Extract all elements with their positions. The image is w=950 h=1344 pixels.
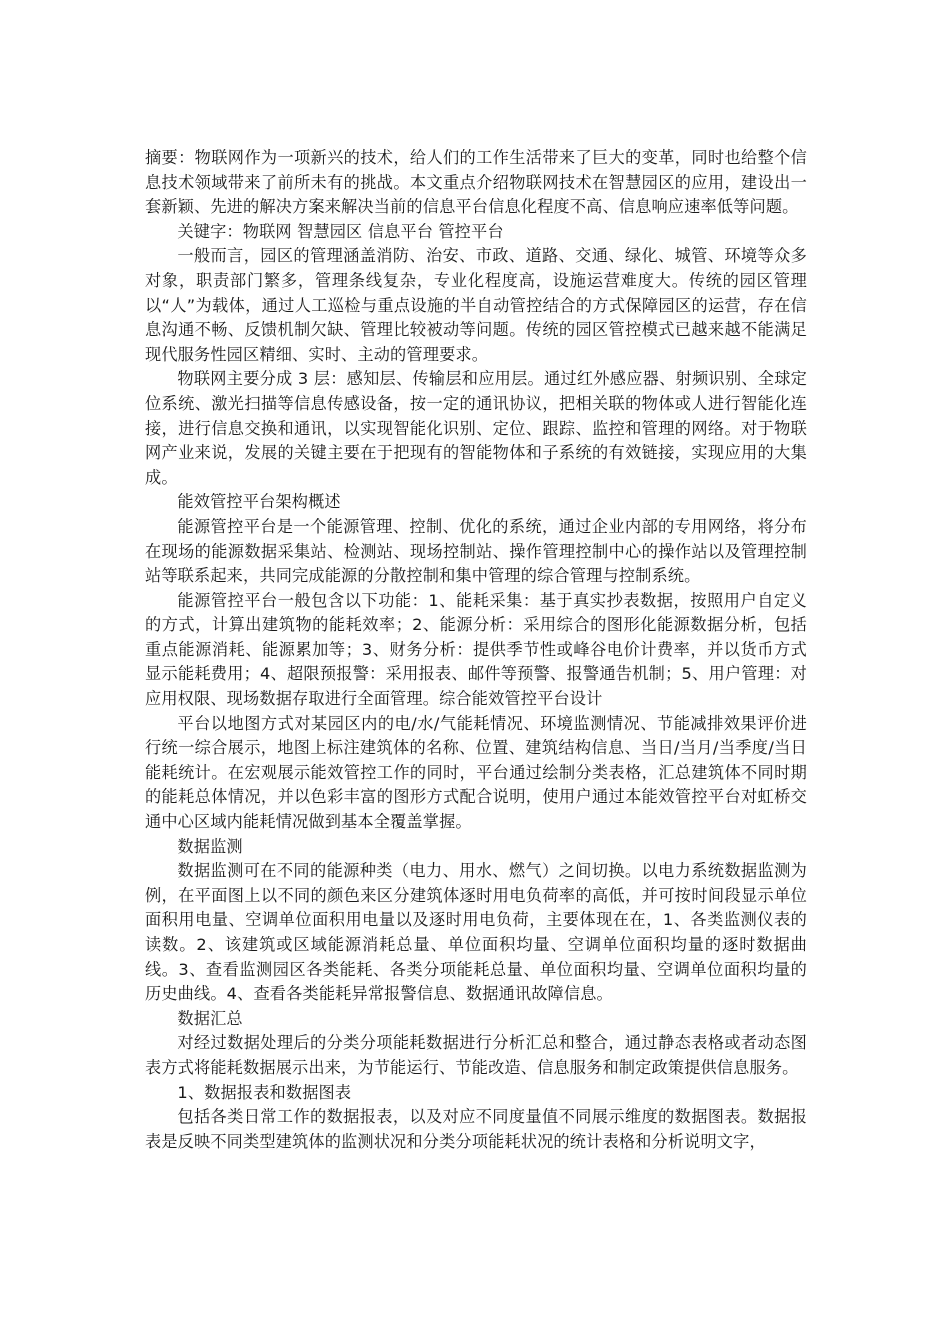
platform-functions-paragraph: 能源管控平台一般包含以下功能：1、能耗采集：基于真实抄表数据，按照用户自定义的方式，计算出建筑物的能耗效率；2、能源分析：采用综合的图形化能源数据分析，包括重点能源消耗、能源累加等；3、财务分析：提供季节性或峰谷电价计费率，并以货币方式显示能耗费用；4、超限预报警：采用报表、邮件等预警、报警通告机制；5、用户管理：对应用权限、现场数据存取进行全面管理。综合能效管控平台设计 <box>145 590 807 709</box>
intro-paragraph: 一般而言，园区的管理涵盖消防、治安、市政、道路、交通、绿化、城管、环境等众多对象，职责部门繁多，管理条线复杂，专业化程度高，设施运营难度大。传统的园区管理以“人”为载体，通过人工巡检与重点设施的半自动管控结合的方式保障园区的运营，存在信息沟通不畅、反馈机制欠缺、管理比较被动等问题。传统的园区管控模式已越来越不能满足现代服务性园区精细、实时、主动的管理要求。 <box>145 246 807 364</box>
document-page <box>145 146 807 1154</box>
abstract-paragraph: 摘要：物联网作为一项新兴的技术，给人们的工作生活带来了巨大的变革，同时也给整个信息技术领域带来了前所未有的挑战。本文重点介绍物联网技术在智慧园区的应用，建设出一套新颖、先进的解决方案来解决当前的信息平台信息化程度不高、信息响应速率低等问题。 <box>145 148 807 217</box>
keywords-line: 关键字：物联网 智慧园区 信息平台 管控平台 <box>177 221 504 241</box>
summary-paragraph: 对经过数据处理后的分类分项能耗数据进行分析汇总和整合，通过静态表格或者动态图表方式将能耗数据展示出来，为节能运行、节能改造、信息服务和制定政策提供信息服务。 <box>145 1033 807 1077</box>
reports-paragraph: 包括各类日常工作的数据报表，以及对应不同度量值不同展示维度的数据图表。数据报表是反映不同类型建筑体的监测状况和分类分项能耗状况的统计表格和分析说明文字， <box>145 1107 807 1151</box>
monitoring-paragraph: 数据监测可在不同的能源种类（电力、用水、燃气）之间切换。以电力系统数据监测为例，在平面图上以不同的颜色来区分建筑体逐时用电负荷率的高低，并可按时间段显示单位面积用电量、空调单位面积用电量以及逐时用电负荷，主要体现在在，1、各类监测仪表的读数。2、该建筑或区域能源消耗总量、单位面积均量、空调单位面积均量的逐时数据曲线。3、查看监测园区各类能耗、各类分项能耗总量、单位面积均量、空调单位面积均量的历史曲线。4、查看各类能耗异常报警信息、数据通讯故障信息。 <box>145 861 807 1004</box>
section-heading-architecture: 能效管控平台架构概述 <box>177 492 341 512</box>
section-heading-summary: 数据汇总 <box>177 1008 243 1028</box>
map-display-paragraph: 平台以地图方式对某园区内的电/水/气能耗情况、环境监测情况、节能减排效果评价进行统一综合展示，地图上标注建筑体的名称、位置、建筑结构信息、当日/当月/当季度/当日能耗统计。在宏观展示能效管控工作的同时，平台通过绘制分类表格，汇总建筑体不同时期的能耗总体情况，并以色彩丰富的图形方式配合说明，使用户通过本能效管控平台对虹桥交通中心区域内能耗情况做到基本全覆盖掌握。 <box>145 713 807 832</box>
iot-layers-paragraph: 物联网主要分成 3 层：感知层、传输层和应用层。通过红外感应器、射频识别、全球定位系统、激光扫描等信息传感设备，按一定的通讯协议，把相关联的物体或人进行智能化连接，进行信息交换和通讯，以实现智能化识别、定位、跟踪、监控和管理的网络。对于物联网产业来说，发展的关键主要在于把现有的智能物体和子系统的有效链接，实现应用的大集成。 <box>145 369 807 487</box>
section-heading-reports: 1、数据报表和数据图表 <box>177 1082 352 1102</box>
section-heading-monitoring: 数据监测 <box>177 836 243 856</box>
platform-definition-paragraph: 能源管控平台是一个能源管理、控制、优化的系统，通过企业内部的专用网络，将分布在现场的能源数据采集站、检测站、现场控制站、操作管理控制中心的操作站以及管理控制站等联系起来，共同完成能源的分散控制和集中管理的综合管理与控制系统。 <box>145 516 807 586</box>
